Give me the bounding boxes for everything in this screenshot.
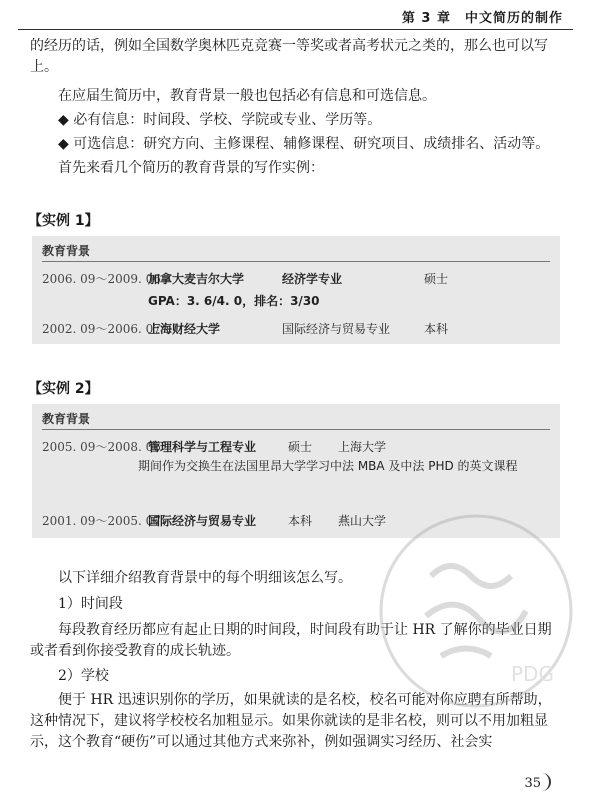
major-name: 经济学专业 <box>282 272 343 286</box>
box-divider <box>42 261 550 262</box>
gpa-text: GPA：3. 6/4. 0，排名：3/30 <box>148 294 320 308</box>
school-name: 上海财经大学 <box>148 322 221 336</box>
watermark-text: PDG <box>511 662 554 686</box>
date-range: 2001. 09～2005. 07 <box>42 514 161 528</box>
school-name: 加拿大麦吉尔大学 <box>148 272 245 286</box>
date-range: 2005. 09～2008. 06 <box>42 440 161 454</box>
box-divider <box>42 429 550 430</box>
date-range: 2006. 09～2009. 06 <box>42 272 161 286</box>
major-name: 国际经济与贸易专业 <box>282 322 391 336</box>
exchange-note: 期间作为交换生在法国里昂大学学习中法 MBA 及中法 PHD 的英文课程 <box>138 459 518 473</box>
major-name: 国际经济与贸易专业 <box>148 514 257 528</box>
example-1-box <box>32 236 560 344</box>
major-name: 管理科学与工程专业 <box>148 440 257 454</box>
header-divider <box>18 29 573 30</box>
education-heading: 教育背景 <box>42 244 91 258</box>
example-2-title: 【实例 2】 <box>28 381 99 397</box>
degree: 硕士 <box>424 272 449 286</box>
required-info-bullet: ◆ 必有信息：时间段、学校、学院或专业、学历等。 <box>58 112 382 128</box>
intro-paragraph-3: 首先来看几个简历的教育背景的写作实例： <box>58 160 324 176</box>
optional-info-bullet: ◆ 可选信息：研究方向、主修课程、辅修课程、研究项目、成绩排名、活动等。 <box>58 136 550 152</box>
date-range: 2002. 09～2006. 07 <box>42 322 161 336</box>
school-name: 上海大学 <box>338 440 387 454</box>
degree: 本科 <box>288 514 313 528</box>
page-number: 35 <box>524 776 541 791</box>
body-paragraph-school: 便于 HR 迅速识别你的学历，如果就读的是名校，校名可能对你应聘有所帮助，这种情况下，建议将学校校名加粗显示。如果你就读的是非名校，则可以不用加粗显示，这个教育“硬伤”可以通过其他方式来弥补，例如强调实习经历、社会实 <box>30 692 552 750</box>
degree: 本科 <box>424 322 449 336</box>
example-1-title: 【实例 1】 <box>28 213 99 229</box>
intro-paragraph-2: 在应届生简历中，教育背景一般也包括必有信息和可选信息。 <box>58 88 436 104</box>
body-paragraph-time: 每段教育经历都应有起止日期的时间段，时间段有助于让 HR 了解你的毕业日期或者看到你接受教育的成长轨迹。 <box>30 622 552 659</box>
chapter-title: 第 3 章 中文简历的制作 <box>401 11 563 26</box>
degree: 硕士 <box>288 440 313 454</box>
section-heading-time: 1）时间段 <box>58 596 123 612</box>
page-header <box>0 0 591 30</box>
section-heading-school: 2）学校 <box>58 668 109 684</box>
education-heading: 教育背景 <box>42 412 91 426</box>
intro-paragraph-1: 的经历的话，例如全国数学奥林匹克竞赛一等奖或者高考状元之类的，那么也可以写上。 <box>30 38 548 75</box>
library-seal-watermark <box>371 506 581 716</box>
school-name: 燕山大学 <box>338 514 387 528</box>
body-paragraph-1: 以下详细介绍教育背景中的每个明细该怎么写。 <box>58 570 352 586</box>
